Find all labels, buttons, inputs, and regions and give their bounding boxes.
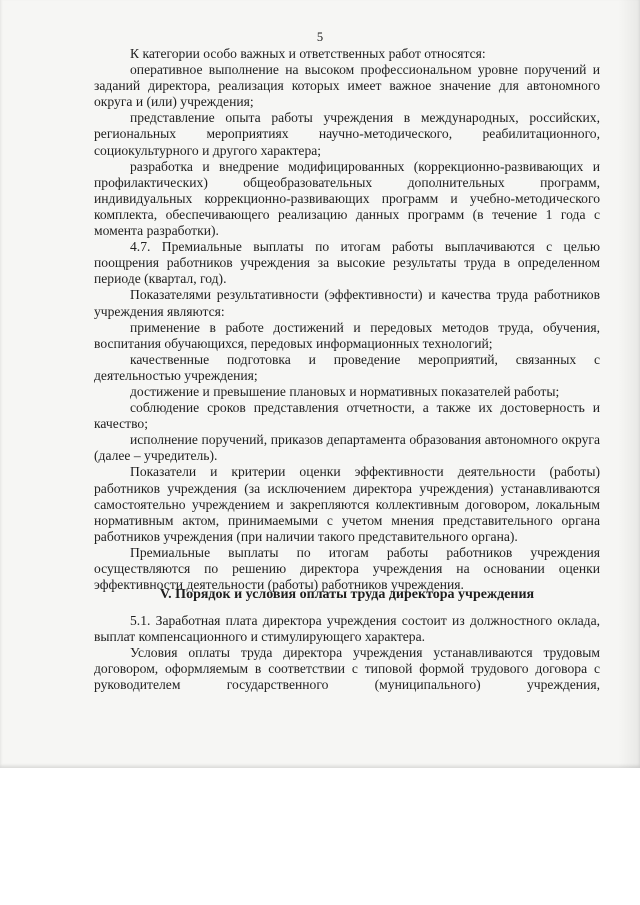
document-body xyxy=(94,46,600,593)
scan-edge-shadow xyxy=(618,0,640,768)
paragraph: оперативное выполнение на высоком профессиональном уровне поручений и заданий директора, реализация которых имеет важное значение для автономного округа и (или) учреждения; xyxy=(94,62,600,110)
paragraph: достижение и превышение плановых и нормативных показателей работы; xyxy=(130,383,560,399)
paragraph: разработка и внедрение модифицированных (коррекционно-развивающих и профилактических) общеобразовательных дополнительных программ, индивидуальных коррекционно-развивающих программ и учебно-методического комплекта, обеспечивающего реализацию данных программ (в течение 1 года с момента разработки). xyxy=(94,158,600,239)
section-body xyxy=(94,613,600,693)
paragraph: применение в работе достижений и передовых методов труда, обучения, воспитания обучающихся, передовых информационных технологий; xyxy=(94,319,600,351)
section-heading: V. Порядок и условия оплаты труда директора учреждения xyxy=(159,587,535,602)
paragraph: представление опыта работы учреждения в международных, российских, региональных мероприятиях научно-методического, реабилитационного, социокультурного и другого характера; xyxy=(94,110,600,158)
paragraph: 4.7. Премиальные выплаты по итогам работы выплачиваются с целью поощрения работников учреждения за высокие результаты труда в определенном периоде (квартал, год). xyxy=(94,239,600,287)
paragraph: 5.1. Заработная плата директора учреждения состоит из должностного оклада, выплат компенсационного и стимулирующего характера. xyxy=(94,613,600,645)
paragraph: К категории особо важных и ответственных работ относятся: xyxy=(130,46,486,61)
paragraph: Премиальные выплаты по итогам работы работников учреждения осуществляются по решению директора учреждения на основании оценки эффективности деятельности (работы) работников учреждения. xyxy=(94,544,600,593)
paragraph: Условия оплаты труда директора учреждения устанавливаются трудовым договором, оформляемым в соответствии с типовой формой трудового договора с руководителем государственного (муниципального) учреждения, xyxy=(94,645,600,693)
paragraph: Показателями результативности (эффективности) и качества труда работников учреждения являются: xyxy=(94,287,600,319)
paragraph: Показатели и критерии оценки эффективности деятельности (работы) работников учреждения (за исключением директора учреждения) устанавливаются самостоятельно учреждением и закрепляются коллективным договором, локальным нормативным актом, принимаемыми с учетом мнения представительного органа работников учреждения (при наличии такого представительного органа). xyxy=(94,464,600,544)
paragraph: соблюдение сроков представления отчетности, а также их достоверность и качество; xyxy=(94,400,600,432)
paragraph: исполнение поручений, приказов департамента образования автономного округа (далее – учредитель). xyxy=(94,432,600,464)
page-number: 5 xyxy=(316,30,324,44)
paragraph: качественные подготовка и проведение мероприятий, связанных с деятельностью учреждения; xyxy=(94,351,600,383)
